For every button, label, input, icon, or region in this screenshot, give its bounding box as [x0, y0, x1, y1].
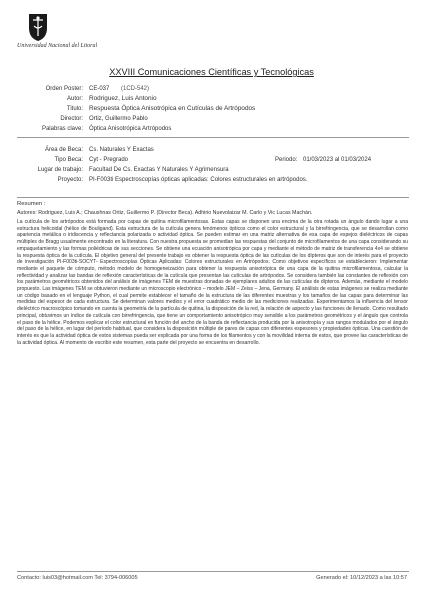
titulo-value: Respuesta Óptica Anisotrópica en Cutículas de Artrópodos	[89, 105, 256, 112]
palabras-clave-value: Óptica Anisotrópica Artrópodos	[89, 126, 172, 132]
area-beca-label: Área de Beca:	[44, 147, 83, 153]
metadata-block	[17, 85, 417, 195]
lugar-trabajo-value: Facultad De Cs. Exactas Y Naturales Y Agrimensura	[89, 167, 229, 173]
palabras-clave-label: Palabras clave:	[41, 126, 83, 132]
autor-label: Autor:	[66, 96, 83, 102]
page-title: XXVIII Comunicaciones Científicas y Tecnológicas	[109, 67, 314, 77]
area-beca-value: Cs. Naturales Y Exactas	[89, 147, 154, 153]
tipo-beca-value: Cyt - Pregrado	[89, 157, 129, 163]
divider-resumen	[17, 197, 409, 198]
footer-contact: Contacto: luis03@hotmail.com Tel: 3794-006005	[17, 575, 138, 581]
lugar-trabajo-label: Lugar de trabajo:	[37, 167, 83, 173]
proyecto-label: Proyecto:	[57, 177, 83, 183]
titulo-label: Titulo:	[66, 106, 83, 112]
periodo-label: Periodo:	[275, 157, 298, 163]
director-value: Ortiz, Guillermo Pablo	[89, 116, 148, 122]
divider-meta	[17, 137, 409, 138]
divider-footer	[17, 571, 409, 572]
university-crest-icon	[27, 12, 49, 42]
university-logo	[17, 12, 98, 49]
institution-name: Universidad Nacional del Litoral	[17, 43, 98, 49]
proyecto-value: PI-F003ti Espectroscopías ópticas aplicadas: Colores estructurales en artrópodos.	[89, 177, 308, 183]
tipo-beca-label: Tipo Beca:	[54, 157, 83, 163]
footer-generated: Generado el: 10/12/2023 a las 10:57	[316, 575, 407, 581]
orden-poster-label: Orden Poster:	[45, 86, 83, 92]
orden-poster-id: (1CD-542)	[121, 86, 150, 92]
resumen-label: Resumen :	[17, 201, 46, 207]
resumen-body: La cutícula de los artrópodos está formada por capas de quitina microfilamentosas. Estas capas se disponen una encima de la otra rotada un ángulo dando lugar a una estructura helicoidal (hélice de Bouligand). Esta estructura de la cutícula genera fenómenos ópticos como el color estructural y la birrefringencia, que se desarrollan como apariencia metálica o iridiscencia y reflectancia polarizada o actividad óptica. Se pueden estimar en una matriz alternativa de esa capa de espejos dieléctricos de capas múltiples de Bragg usualmente encontrado en la literatura. Con nuestra propuesta se promedian las respuestas del conjunto de microfilamentos de una capa considerando su empaquetamiento y las formas poliédricas de sus secciones. Se obtiene una ecuación anisotrópica por capa y mediante el método de matriz de transferencia 4x4 se obtiene la respuesta óptica de la cutícula. El objetivo general del presente trabajo es obtener la respuesta óptica de las cutículas de los dípteros que son de interés para el proyecto de investigación PI-F003ti-SOCYT- Espectroscopías Ópticas Aplicadas: Colores estructurales en Artrópodos. Como objetivos específicos se establecieron: Implementar mediante el paquete de cómputo, método modelo de homogeneización para obtener la respuesta anisotrópica de una capa de la quitina microfilamentosa, calcular la reflectividad y analizar las bandas de reflexión características de la cutícula que presentan las cutículas de artrópodos. Se considera también las constantes de reflexión con los parámetros geométricos obtenidos del análisis de imágenes TEM de muestras donadas de ejemplares adultos de las cutículas de dípteros. Además, mediante el modelo propuesto. Las imágenes TEM se obtuvieron mediante un microscopio electrónico – modelo JEM – Zeiss – Jena, Germany. El análisis de estas imágenes se realiza mediante un código basado en el lenguaje Python, el cual permite establecer el tamaño de la estructura de las diferentes muestras y los tamaños de las capas para determinar las medidas del espesor de cada estructura. Se determinan valores medios y el error cuadrático medio de las mediciones realizadas. Experimentamos la influencia del tensor dieléctrico macroscópico tomando en cuenta la geometría de la partícula de quitina, la disposición de la red, la relación de aspecto y las funciones de llenado. Como resultado principal, obtuvimos un índice de cutícula con birrefringencia, que tiene un comportamiento anisotrópico muy sensible a los parámetros geométricos y el ángulo que controla el paso de la hélice. Podemos explicar el color estructural en función del ancho de la banda de reflectancia producida por la anisotropía y sus rangos modulados por el ángulo del paso de la hélice, en lugar del período habitual, que considera la disposición múltiple de pares de capas con diferentes espesores y propiedades ópticas. Una cuestión de interés es que la actividad óptica de estos sistemas pueda ser explicada por una forma de los filamentos y con la movilidad interna de estos, que provee las características de la actividad óptica. Al momento de escribir este resumen, esta parte del proyecto se encuentra en desarrollo.	[17, 219, 408, 346]
orden-poster-value: CE-037	[89, 86, 110, 92]
autor-value: Rodriguez, Luis Antonio	[89, 95, 157, 102]
resumen-authors: Autores: Rodriguez, Luis A.; Chaushnas Ortiz, Guillermo P. (Director Beca). Adhirio Nuevolaizar M. Carlo y Vic Lucas Machán.	[17, 210, 313, 216]
director-label: Director:	[60, 116, 83, 122]
periodo-value: 01/03/2023 al 01/03/2024	[303, 157, 372, 163]
